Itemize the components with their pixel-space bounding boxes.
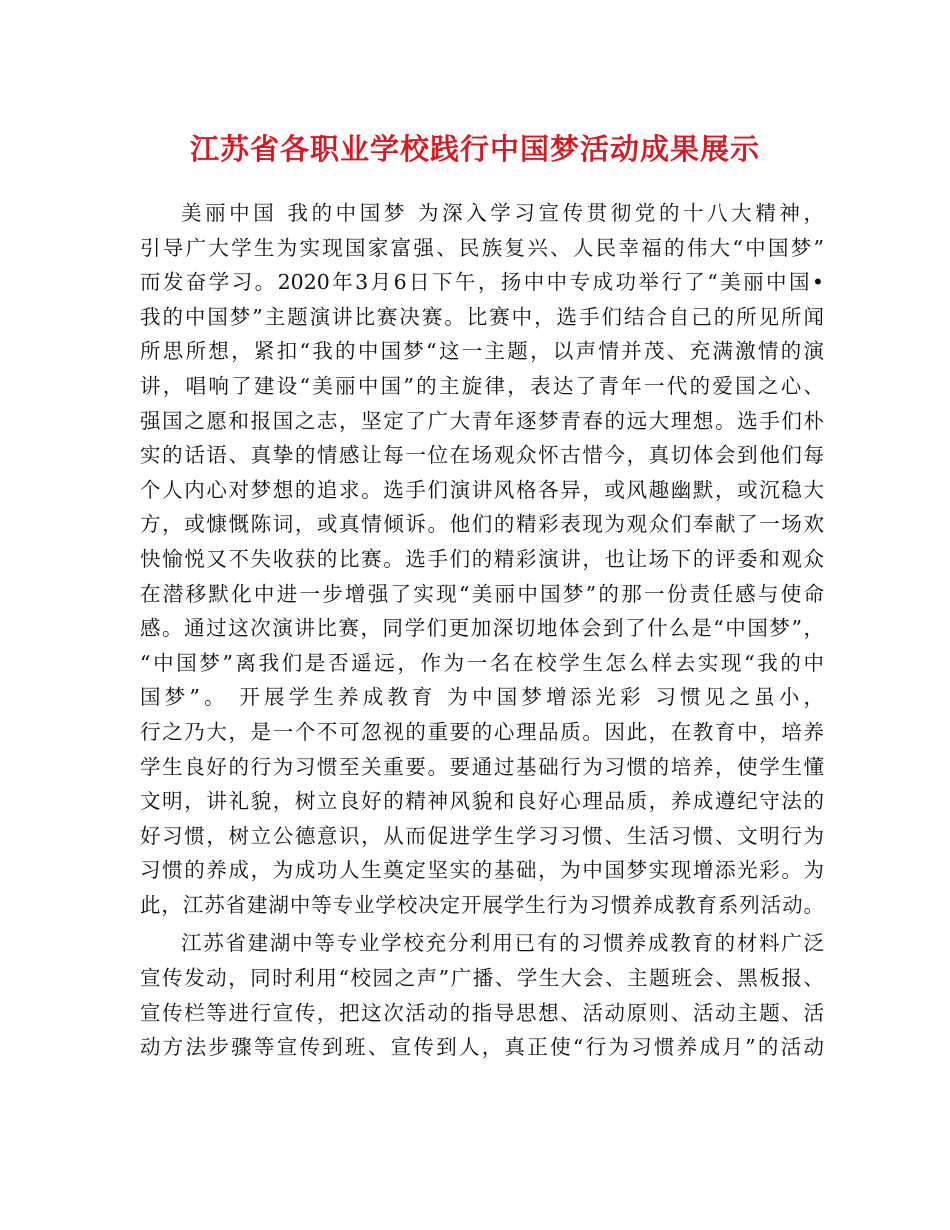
text-line: 个人内心对梦想的追求。选手们演讲风格各异，或风趣幽默，或沉稳大 [140,477,824,502]
text-line: 实的话语、真挚的情感让每一位在场观众怀古惜今，真切体会到他们每 [140,443,824,468]
text-line: 宣传发动，同时利用“校园之声”广播、学生大会、主题班会、黑板报、 [140,966,824,991]
document-body [140,196,824,1065]
text-line: 强国之愿和报国之志，坚定了广大青年逐梦青春的远大理想。选手们朴 [140,408,824,433]
text-line: 在潜移默化中进一步增强了实现“美丽中国梦”的那一份责任感与使命 [140,581,824,606]
text-line: 快愉悦又不失收获的比赛。选手们的精彩演讲，也让场下的评委和观众 [140,546,824,571]
text-line: 此，江苏省建湖中等专业学校决定开展学生行为习惯养成教育系列活动。 [140,892,824,917]
text-line: 好习惯，树立公德意识，从而促进学生学习习惯、生活习惯、文明行为 [140,823,824,848]
text-line: “中国梦”离我们是否遥远，作为一名在校学生怎么样去实现“我的中 [140,650,824,675]
text-line: 学生良好的行为习惯至关重要。要通过基础行为习惯的培养，使学生懂 [140,754,824,779]
text-line: 国梦”。 开展学生养成教育 为中国梦增添光彩 习惯见之虽小， [140,685,824,710]
text-line: 江苏省建湖中等专业学校充分利用已有的习惯养成教育的材料广泛 [181,931,824,956]
text-line: 文明，讲礼貌，树立良好的精神风貌和良好心理品质，养成遵纪守法的 [140,789,824,814]
text-line: 我的中国梦”主题演讲比赛决赛。比赛中，选手们结合自己的所见所闻 [140,304,824,329]
text-line: 习惯的养成，为成功人生奠定坚实的基础，为中国梦实现增添光彩。为 [140,858,824,883]
text-line: 引导广大学生为实现国家富强、民族复兴、人民幸福的伟大“中国梦” [140,235,824,260]
text-line: 美丽中国 我的中国梦 为深入学习宣传贯彻党的十八大精神， [181,201,824,225]
text-line: 宣传栏等进行宣传，把这次活动的指导思想、活动原则、活动主题、活 [140,1000,824,1025]
document-title: 江苏省各职业学校践行中国梦活动成果展示 [189,132,760,166]
text-line: 所思所想，紧扣“我的中国梦“这一主题，以声情并茂、充满激情的演 [140,339,824,364]
text-line: 讲，唱响了建设“美丽中国”的主旋律，表达了青年一代的爱国之心、 [140,373,824,398]
text-line: 动方法步骤等宣传到班、宣传到人，真正使“行为习惯养成月”的活动 [140,1035,824,1060]
text-line: 感。通过这次演讲比赛，同学们更加深切地体会到了什么是“中国梦”， [140,616,824,641]
text-line: 而发奋学习。2020年3月6日下午，扬中中专成功举行了“美丽中国• [140,270,824,295]
text-line: 方，或慷慨陈词，或真情倾诉。他们的精彩表现为观众们奉献了一场欢 [140,512,824,537]
text-line: 行之乃大，是一个不可忽视的重要的心理品质。因此，在教育中，培养 [140,719,824,744]
